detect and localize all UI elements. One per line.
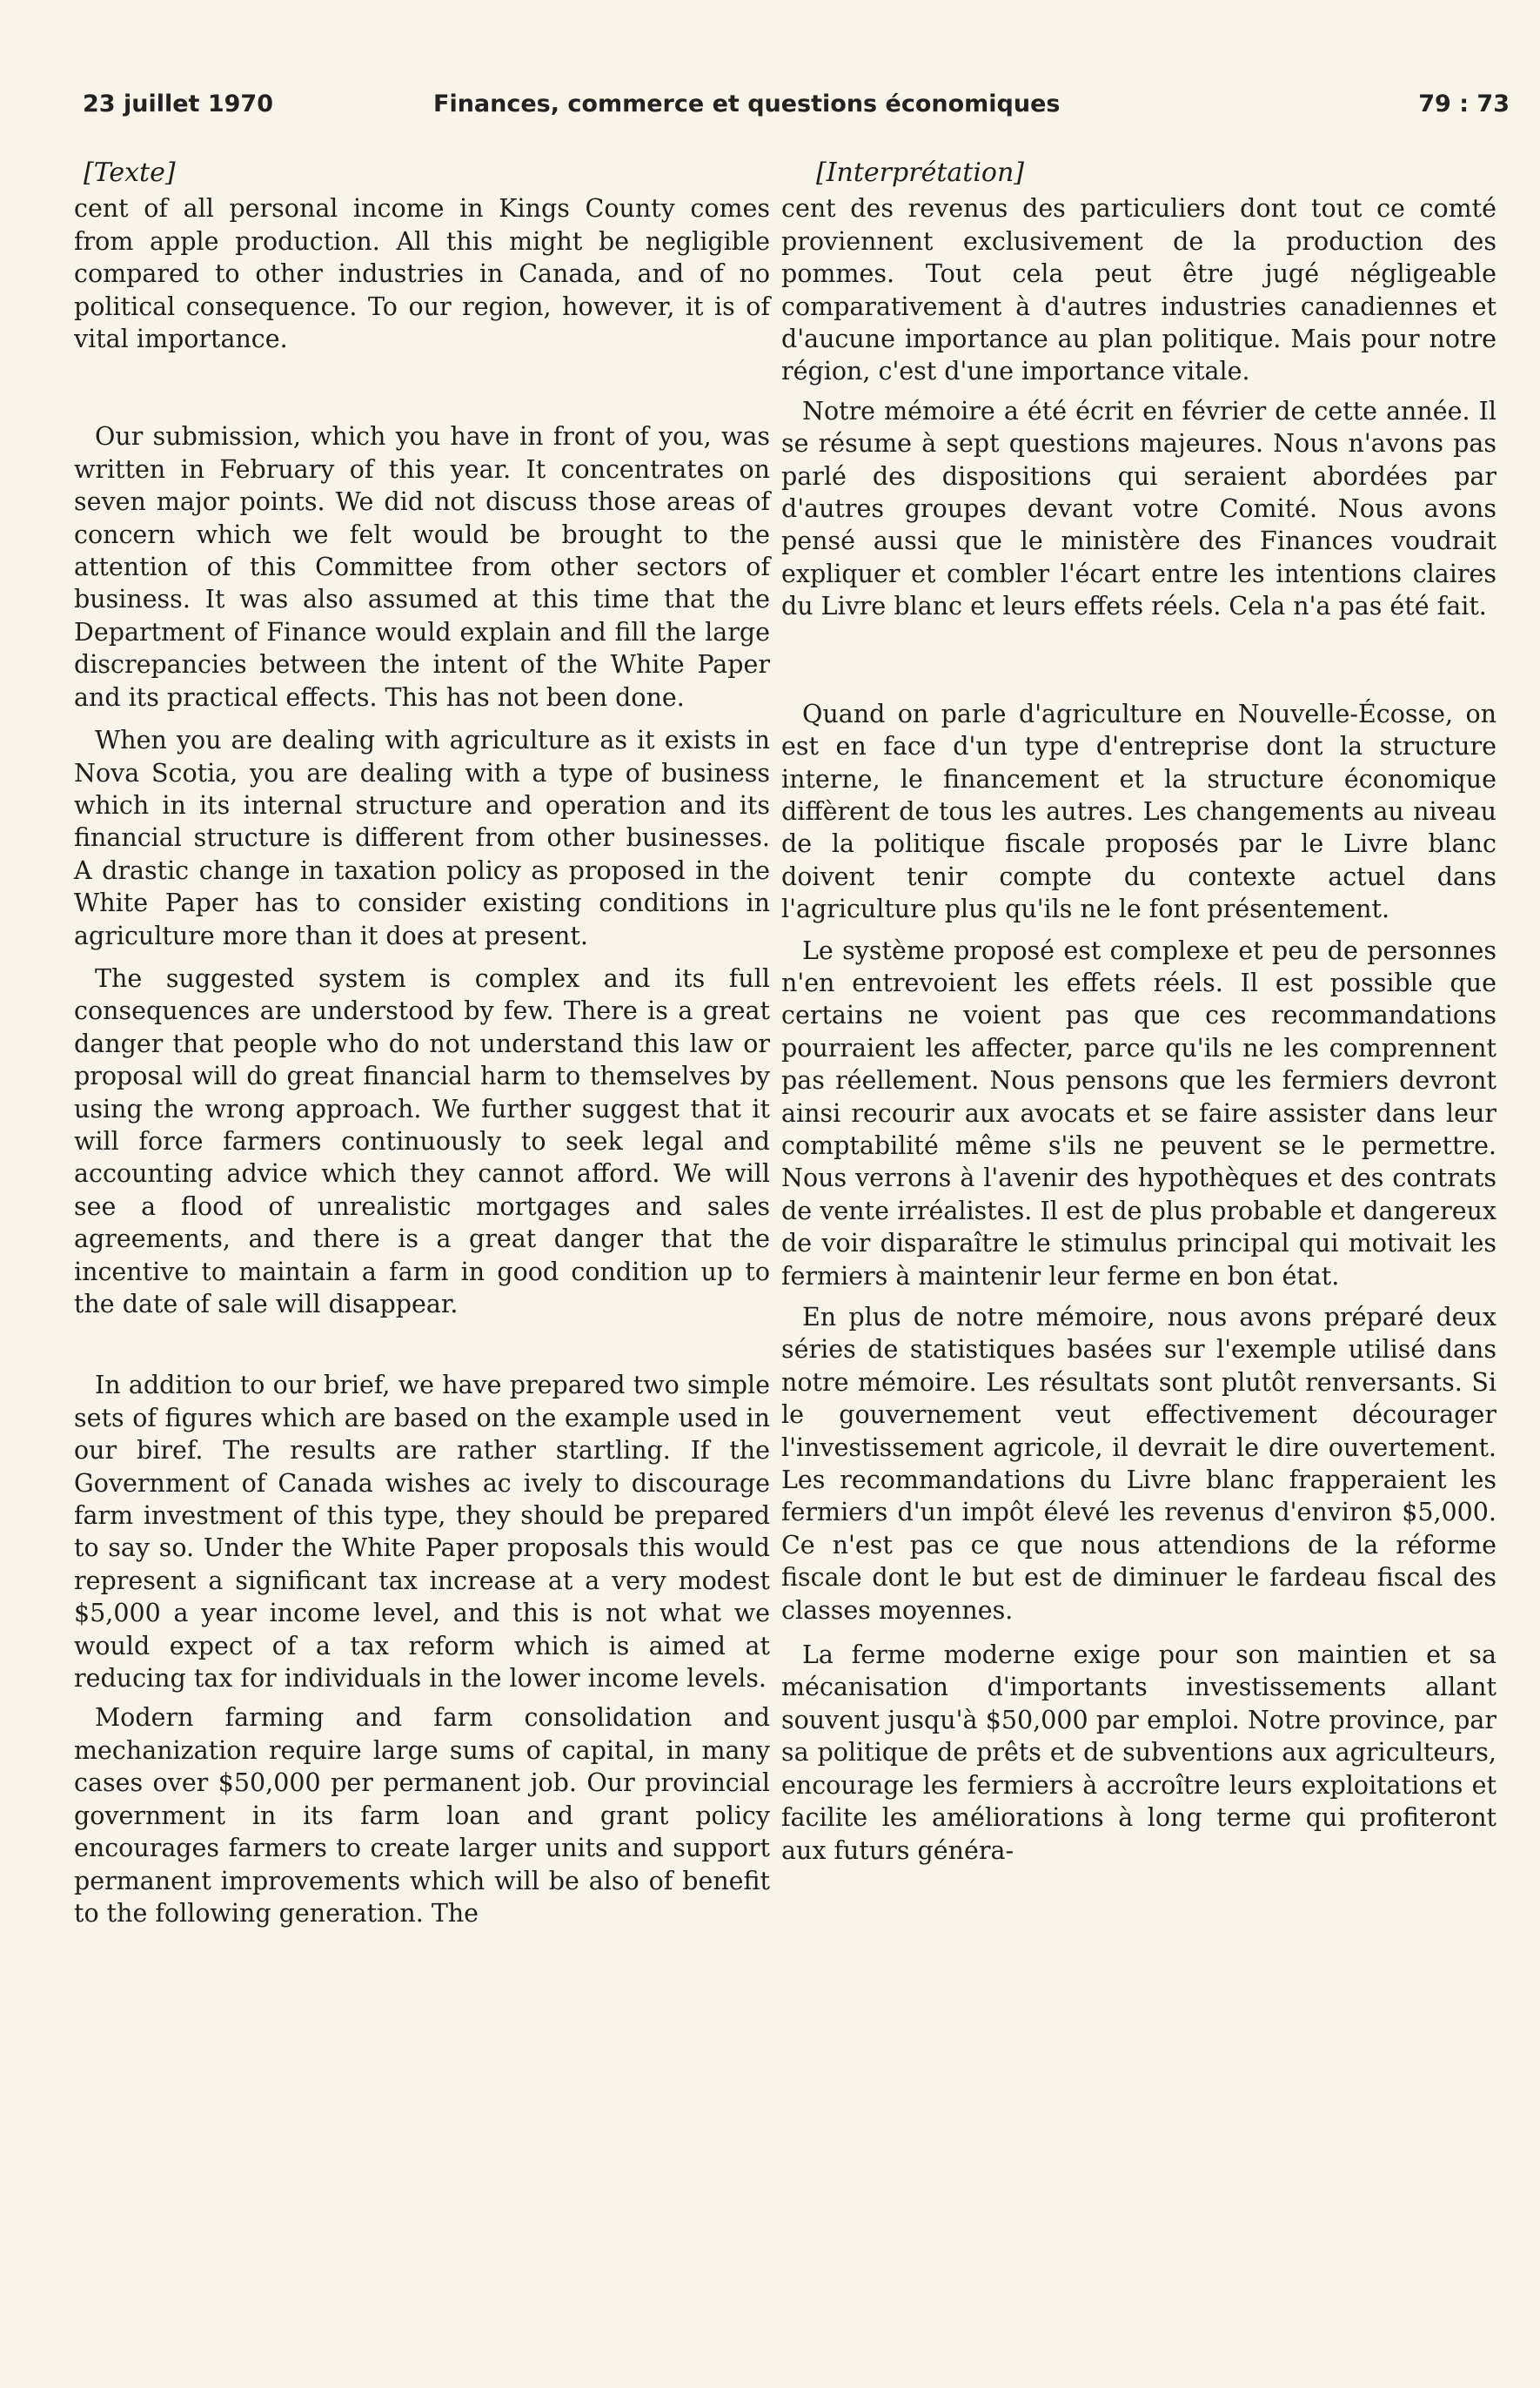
paragraph: The suggested system is complex and its full consequences are understood by few. There is a great danger that people who do not understand this law or proposal will do great financial harm to themselves by using the wrong approach. We further suggest that it will force farmers continuously to seek legal and accounting advice which they cannot afford. We will see a flood of unrealistic mortgages and sales agreements, and there is a great danger that the incentive to maintain a farm in good condition up to the date of sale will disappear. — [74, 963, 770, 1318]
paragraph: In addition to our brief, we have prepared two simple sets of figures which are based on the example used in our biref. The results are rather startling. If the Government of Canada wishes ac ively to discourage farm investment of this type, they should be prepared to say so. Under the White Paper proposals this would represent a significant tax increase at a very modest $5,000 a year income level, and this is not what we would expect of a tax reform which is aimed at reducing tax for individuals in the lower income levels. — [74, 1371, 770, 1694]
paragraph: La ferme moderne exige pour son maintien et sa mécanisation d'importants investissements allant souvent jusqu'à $50,000 par emploi. Notre province, par sa politique de prêts et de subventions aux agriculteurs, encourage les fermiers à accroître leurs exploitations et facilite les améliorations à long terme qui profiteront aux futurs généra- — [781, 1640, 1496, 1865]
paragraph: En plus de notre mémoire, nous avons préparé deux séries de statistiques basées sur l'exemple utilisé dans notre mémoire. Les résultats sont plutôt renversants. Si le gouvernement veut effectivement décourager l'investissement agricole, il devrait le dire ouvertement. Les recommandations du Livre blanc frapperaient les fermiers d'un impôt élevé les revenus d'environ $5,000. Ce n'est pas ce que nous attendions de la réforme fiscale dont le but est de diminuer le fardeau fiscal des classes moyennes. — [781, 1303, 1496, 1625]
column-label-texte: [Texte] — [84, 158, 176, 188]
header-title: Finances, commerce et questions économiques — [433, 91, 1061, 117]
paragraph: When you are dealing with agriculture as it exists in Nova Scotia, you are dealing with a type of business which in its internal structure and operation and its financial structure is different from other businesses. A drastic change in taxation policy as proposed in the White Paper has to consider existing conditions in agriculture more than it does at present. — [74, 726, 770, 950]
paragraph: Our submission, which you have in front of you, was written in February of this year. It concentrates on seven major points. We did not discuss those areas of concern which we felt would be brought to the attention of this Committee from other sectors of business. It was also assumed at this time that the Department of Finance would explain and fill the large discrepancies between the intent of the White Paper and its practical effects. This has not been done. — [74, 422, 770, 712]
paragraph: Notre mémoire a été écrit en février de cette année. Il se résume à sept questions majeures. Nous n'avons pas parlé des dispositions qui seraient abordées par d'autres groupes devant votre Comité. Nous avons pensé aussi que le ministère des Finances voudrait expliquer et combler l'écart entre les intentions claires du Livre blanc et leurs effets réels. Cela n'a pas été fait. — [781, 396, 1496, 621]
left-column-english — [74, 157, 770, 1929]
right-column-french — [781, 157, 1496, 1867]
column-label-interpretation: [Interprétation] — [816, 158, 1025, 188]
paragraph: Le système proposé est complexe et peu de personnes n'en entrevoient les effets réels. Il est possible que certains ne voient pas que ces recommandations pourraient les affecter, parce qu'ils ne les comprennent pas réellement. Nous pensons que les fermiers devront ainsi recourir aux avocats et se faire assister dans leur comptabilité même s'ils ne peuvent se le permettre. Nous verrons à l'avenir des hypothèques et des contrats de vente irréalistes. Il est de plus probable et dangereux de voir disparaître le stimulus principal qui motivait les fermiers à maintenir leur ferme en bon état. — [781, 936, 1496, 1291]
paragraph: cent des revenus des particuliers dont tout ce comté proviennent exclusivement de la production des pommes. Tout cela peut être jugé négligeable comparativement à d'autres industries canadiennes et d'aucune importance au plan politique. Mais pour notre région, c'est d'une importance vitale. — [781, 194, 1496, 386]
paragraph: Modern farming and farm consolidation and mechanization require large sums of capital, in many cases over $50,000 per permanent job. Our provincial government in its farm loan and grant policy encourages farmers to create larger units and support permanent improvements which will be also of benefit to the following generation. The — [74, 1703, 770, 1928]
running-header — [83, 91, 1510, 129]
header-date: 23 juillet 1970 — [83, 91, 273, 117]
paragraph: Quand on parle d'agriculture en Nouvelle-Écosse, on est en face d'un type d'entreprise dont la structure interne, le financement et la structure économique diffèrent de tous les autres. Les changements au niveau de la politique fiscale proposés par le Livre blanc doivent tenir compte du contexte actuel dans l'agriculture plus qu'ils ne le font présentement. — [781, 699, 1496, 924]
paragraph: cent of all personal income in Kings County comes from apple production. All this might be negligible compared to other industries in Canada, and of no political consequence. To our region, however, it is of vital importance. — [74, 194, 770, 354]
header-page-number: 79 : 73 — [1418, 91, 1510, 117]
